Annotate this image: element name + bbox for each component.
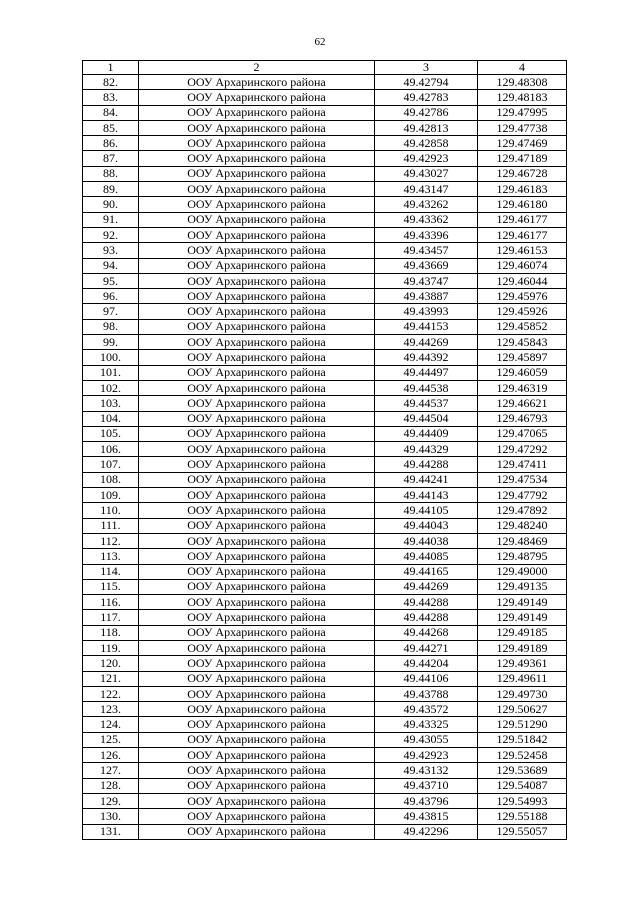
table-row (83, 442, 567, 457)
row-number-cell: 102. (83, 380, 139, 395)
row-number-cell: 130. (83, 809, 139, 824)
latitude-cell: 49.42783 (375, 90, 478, 105)
row-number-cell: 126. (83, 748, 139, 763)
longitude-cell: 129.47469 (478, 136, 567, 151)
object-name-cell: ООУ Архаринского района (139, 686, 375, 701)
row-number-cell: 88. (83, 166, 139, 181)
header-col-2: 2 (139, 61, 375, 75)
longitude-cell: 129.50627 (478, 702, 567, 717)
table-header (83, 61, 567, 75)
latitude-cell: 49.43132 (375, 763, 478, 778)
object-name-cell: ООУ Архаринского района (139, 90, 375, 105)
latitude-cell: 49.44105 (375, 503, 478, 518)
object-name-cell: ООУ Архаринского района (139, 426, 375, 441)
object-name-cell: ООУ Архаринского района (139, 732, 375, 747)
row-number-cell: 86. (83, 136, 139, 151)
longitude-cell: 129.48308 (478, 75, 567, 90)
latitude-cell: 49.44329 (375, 442, 478, 457)
table-row (83, 518, 567, 533)
object-name-cell: ООУ Архаринского района (139, 227, 375, 242)
latitude-cell: 49.44204 (375, 656, 478, 671)
row-number-cell: 116. (83, 595, 139, 610)
latitude-cell: 49.42858 (375, 136, 478, 151)
longitude-cell: 129.53689 (478, 763, 567, 778)
longitude-cell: 129.46059 (478, 365, 567, 380)
longitude-cell: 129.47792 (478, 488, 567, 503)
object-name-cell: ООУ Архаринского района (139, 75, 375, 90)
table-row (83, 411, 567, 426)
row-number-cell: 104. (83, 411, 139, 426)
row-number-cell: 90. (83, 197, 139, 212)
row-number-cell: 87. (83, 151, 139, 166)
latitude-cell: 49.44497 (375, 365, 478, 380)
table-row (83, 824, 567, 839)
table-row (83, 579, 567, 594)
latitude-cell: 49.43147 (375, 182, 478, 197)
object-name-cell: ООУ Архаринского района (139, 212, 375, 227)
object-name-cell: ООУ Архаринского района (139, 533, 375, 548)
object-name-cell: ООУ Архаринского района (139, 350, 375, 365)
table-row (83, 793, 567, 808)
table-row (83, 197, 567, 212)
object-name-cell: ООУ Архаринского района (139, 243, 375, 258)
longitude-cell: 129.54087 (478, 778, 567, 793)
object-name-cell: ООУ Архаринского района (139, 258, 375, 273)
row-number-cell: 103. (83, 396, 139, 411)
object-name-cell: ООУ Архаринского района (139, 289, 375, 304)
longitude-cell: 129.49135 (478, 579, 567, 594)
row-number-cell: 82. (83, 75, 139, 90)
object-name-cell: ООУ Архаринского района (139, 442, 375, 457)
table-row (83, 640, 567, 655)
object-name-cell: ООУ Архаринского района (139, 197, 375, 212)
latitude-cell: 49.44288 (375, 610, 478, 625)
longitude-cell: 129.46153 (478, 243, 567, 258)
table-row (83, 595, 567, 610)
latitude-cell: 49.44043 (375, 518, 478, 533)
longitude-cell: 129.48183 (478, 90, 567, 105)
header-col-4: 4 (478, 61, 567, 75)
object-name-cell: ООУ Архаринского района (139, 273, 375, 288)
longitude-cell: 129.46074 (478, 258, 567, 273)
object-name-cell: ООУ Архаринского района (139, 717, 375, 732)
longitude-cell: 129.52458 (478, 748, 567, 763)
row-number-cell: 101. (83, 365, 139, 380)
latitude-cell: 49.44271 (375, 640, 478, 655)
object-name-cell: ООУ Архаринского района (139, 656, 375, 671)
latitude-cell: 49.44153 (375, 319, 478, 334)
latitude-cell: 49.43325 (375, 717, 478, 732)
object-name-cell: ООУ Архаринского района (139, 579, 375, 594)
table-row (83, 625, 567, 640)
longitude-cell: 129.49730 (478, 686, 567, 701)
table-row (83, 151, 567, 166)
object-name-cell: ООУ Архаринского района (139, 457, 375, 472)
row-number-cell: 117. (83, 610, 139, 625)
table-row (83, 748, 567, 763)
table-row (83, 243, 567, 258)
table-row (83, 656, 567, 671)
table-row (83, 686, 567, 701)
object-name-cell: ООУ Архаринского района (139, 380, 375, 395)
row-number-cell: 108. (83, 472, 139, 487)
latitude-cell: 49.43572 (375, 702, 478, 717)
object-name-cell: ООУ Архаринского района (139, 472, 375, 487)
longitude-cell: 129.46793 (478, 411, 567, 426)
longitude-cell: 129.51290 (478, 717, 567, 732)
object-name-cell: ООУ Архаринского района (139, 182, 375, 197)
latitude-cell: 49.44504 (375, 411, 478, 426)
table-row (83, 182, 567, 197)
longitude-cell: 129.47065 (478, 426, 567, 441)
row-number-cell: 100. (83, 350, 139, 365)
table-row (83, 304, 567, 319)
table-row (83, 396, 567, 411)
object-name-cell: ООУ Архаринского района (139, 304, 375, 319)
latitude-cell: 49.44143 (375, 488, 478, 503)
longitude-cell: 129.46177 (478, 212, 567, 227)
latitude-cell: 49.43027 (375, 166, 478, 181)
latitude-cell: 49.43747 (375, 273, 478, 288)
table-row (83, 488, 567, 503)
latitude-cell: 49.42923 (375, 151, 478, 166)
latitude-cell: 49.44392 (375, 350, 478, 365)
row-number-cell: 94. (83, 258, 139, 273)
longitude-cell: 129.46177 (478, 227, 567, 242)
latitude-cell: 49.43887 (375, 289, 478, 304)
object-name-cell: ООУ Архаринского района (139, 518, 375, 533)
table-row (83, 120, 567, 135)
object-name-cell: ООУ Архаринского района (139, 120, 375, 135)
latitude-cell: 49.44085 (375, 549, 478, 564)
row-number-cell: 95. (83, 273, 139, 288)
row-number-cell: 85. (83, 120, 139, 135)
longitude-cell: 129.45852 (478, 319, 567, 334)
object-name-cell: ООУ Архаринского района (139, 793, 375, 808)
longitude-cell: 129.47892 (478, 503, 567, 518)
longitude-cell: 129.45976 (478, 289, 567, 304)
object-name-cell: ООУ Архаринского района (139, 564, 375, 579)
object-name-cell: ООУ Архаринского района (139, 396, 375, 411)
object-name-cell: ООУ Архаринского района (139, 105, 375, 120)
longitude-cell: 129.49189 (478, 640, 567, 655)
latitude-cell: 49.43815 (375, 809, 478, 824)
latitude-cell: 49.44288 (375, 595, 478, 610)
row-number-cell: 89. (83, 182, 139, 197)
row-number-cell: 124. (83, 717, 139, 732)
latitude-cell: 49.44537 (375, 396, 478, 411)
table-row (83, 212, 567, 227)
row-number-cell: 112. (83, 533, 139, 548)
object-name-cell: ООУ Архаринского района (139, 151, 375, 166)
table-row (83, 503, 567, 518)
longitude-cell: 129.49149 (478, 610, 567, 625)
longitude-cell: 129.54993 (478, 793, 567, 808)
row-number-cell: 84. (83, 105, 139, 120)
object-name-cell: ООУ Архаринского района (139, 319, 375, 334)
table-row (83, 549, 567, 564)
object-name-cell: ООУ Архаринского района (139, 625, 375, 640)
table-row (83, 533, 567, 548)
latitude-cell: 49.44241 (375, 472, 478, 487)
longitude-cell: 129.55188 (478, 809, 567, 824)
table-row (83, 227, 567, 242)
row-number-cell: 123. (83, 702, 139, 717)
table-row (83, 778, 567, 793)
longitude-cell: 129.48240 (478, 518, 567, 533)
longitude-cell: 129.46728 (478, 166, 567, 181)
row-number-cell: 113. (83, 549, 139, 564)
longitude-cell: 129.46319 (478, 380, 567, 395)
table-row (83, 319, 567, 334)
longitude-cell: 129.46044 (478, 273, 567, 288)
table-row (83, 809, 567, 824)
latitude-cell: 49.43362 (375, 212, 478, 227)
table-row (83, 472, 567, 487)
latitude-cell: 49.43262 (375, 197, 478, 212)
row-number-cell: 96. (83, 289, 139, 304)
latitude-cell: 49.42923 (375, 748, 478, 763)
row-number-cell: 128. (83, 778, 139, 793)
row-number-cell: 119. (83, 640, 139, 655)
latitude-cell: 49.43396 (375, 227, 478, 242)
latitude-cell: 49.43055 (375, 732, 478, 747)
latitude-cell: 49.44538 (375, 380, 478, 395)
row-number-cell: 92. (83, 227, 139, 242)
row-number-cell: 121. (83, 671, 139, 686)
row-number-cell: 120. (83, 656, 139, 671)
object-name-cell: ООУ Архаринского района (139, 365, 375, 380)
row-number-cell: 127. (83, 763, 139, 778)
longitude-cell: 129.55057 (478, 824, 567, 839)
table-row (83, 426, 567, 441)
object-name-cell: ООУ Архаринского района (139, 640, 375, 655)
row-number-cell: 114. (83, 564, 139, 579)
table-row (83, 763, 567, 778)
table-row (83, 380, 567, 395)
row-number-cell: 107. (83, 457, 139, 472)
row-number-cell: 110. (83, 503, 139, 518)
table-row (83, 289, 567, 304)
longitude-cell: 129.49185 (478, 625, 567, 640)
longitude-cell: 129.48795 (478, 549, 567, 564)
longitude-cell: 129.47411 (478, 457, 567, 472)
longitude-cell: 129.48469 (478, 533, 567, 548)
longitude-cell: 129.46180 (478, 197, 567, 212)
object-name-cell: ООУ Архаринского района (139, 748, 375, 763)
longitude-cell: 129.47534 (478, 472, 567, 487)
longitude-cell: 129.47995 (478, 105, 567, 120)
row-number-cell: 111. (83, 518, 139, 533)
longitude-cell: 129.45897 (478, 350, 567, 365)
row-number-cell: 129. (83, 793, 139, 808)
header-row (83, 61, 567, 75)
table-row (83, 273, 567, 288)
header-col-3: 3 (375, 61, 478, 75)
table-row (83, 335, 567, 350)
object-name-cell: ООУ Архаринского района (139, 702, 375, 717)
row-number-cell: 98. (83, 319, 139, 334)
latitude-cell: 49.43993 (375, 304, 478, 319)
latitude-cell: 49.42296 (375, 824, 478, 839)
table-row (83, 105, 567, 120)
latitude-cell: 49.42813 (375, 120, 478, 135)
longitude-cell: 129.45926 (478, 304, 567, 319)
object-name-cell: ООУ Архаринского района (139, 671, 375, 686)
row-number-cell: 106. (83, 442, 139, 457)
longitude-cell: 129.49149 (478, 595, 567, 610)
table-row (83, 702, 567, 717)
row-number-cell: 115. (83, 579, 139, 594)
row-number-cell: 122. (83, 686, 139, 701)
table-row (83, 166, 567, 181)
table-row (83, 457, 567, 472)
latitude-cell: 49.44268 (375, 625, 478, 640)
object-name-cell: ООУ Архаринского района (139, 335, 375, 350)
latitude-cell: 49.44269 (375, 335, 478, 350)
table-body (83, 75, 567, 840)
longitude-cell: 129.45843 (478, 335, 567, 350)
table-row (83, 90, 567, 105)
object-name-cell: ООУ Архаринского района (139, 503, 375, 518)
row-number-cell: 125. (83, 732, 139, 747)
latitude-cell: 49.42786 (375, 105, 478, 120)
table-row (83, 610, 567, 625)
object-name-cell: ООУ Архаринского района (139, 411, 375, 426)
header-col-1: 1 (83, 61, 139, 75)
object-name-cell: ООУ Архаринского района (139, 488, 375, 503)
object-name-cell: ООУ Архаринского района (139, 166, 375, 181)
longitude-cell: 129.46621 (478, 396, 567, 411)
table-row (83, 717, 567, 732)
latitude-cell: 49.43669 (375, 258, 478, 273)
object-name-cell: ООУ Архаринского района (139, 595, 375, 610)
longitude-cell: 129.47189 (478, 151, 567, 166)
latitude-cell: 49.44165 (375, 564, 478, 579)
longitude-cell: 129.46183 (478, 182, 567, 197)
latitude-cell: 49.44038 (375, 533, 478, 548)
latitude-cell: 49.44269 (375, 579, 478, 594)
object-name-cell: ООУ Архаринского района (139, 778, 375, 793)
object-name-cell: ООУ Архаринского района (139, 549, 375, 564)
object-name-cell: ООУ Архаринского района (139, 136, 375, 151)
row-number-cell: 83. (83, 90, 139, 105)
coordinates-table (82, 60, 567, 840)
object-name-cell: ООУ Архаринского района (139, 824, 375, 839)
row-number-cell: 93. (83, 243, 139, 258)
table-row (83, 671, 567, 686)
row-number-cell: 131. (83, 824, 139, 839)
object-name-cell: ООУ Архаринского района (139, 763, 375, 778)
row-number-cell: 91. (83, 212, 139, 227)
row-number-cell: 99. (83, 335, 139, 350)
latitude-cell: 49.43788 (375, 686, 478, 701)
table-row (83, 136, 567, 151)
table-row (83, 75, 567, 90)
table-row (83, 365, 567, 380)
row-number-cell: 97. (83, 304, 139, 319)
latitude-cell: 49.43796 (375, 793, 478, 808)
table-row (83, 350, 567, 365)
longitude-cell: 129.47292 (478, 442, 567, 457)
latitude-cell: 49.44106 (375, 671, 478, 686)
longitude-cell: 129.49000 (478, 564, 567, 579)
table-row (83, 732, 567, 747)
table-row (83, 564, 567, 579)
object-name-cell: ООУ Архаринского района (139, 610, 375, 625)
page-number: 62 (314, 36, 326, 48)
latitude-cell: 49.44409 (375, 426, 478, 441)
longitude-cell: 129.47738 (478, 120, 567, 135)
latitude-cell: 49.43457 (375, 243, 478, 258)
longitude-cell: 129.51842 (478, 732, 567, 747)
longitude-cell: 129.49361 (478, 656, 567, 671)
object-name-cell: ООУ Архаринского района (139, 809, 375, 824)
longitude-cell: 129.49611 (478, 671, 567, 686)
table-row (83, 258, 567, 273)
latitude-cell: 49.43710 (375, 778, 478, 793)
row-number-cell: 118. (83, 625, 139, 640)
latitude-cell: 49.42794 (375, 75, 478, 90)
row-number-cell: 109. (83, 488, 139, 503)
latitude-cell: 49.44288 (375, 457, 478, 472)
row-number-cell: 105. (83, 426, 139, 441)
